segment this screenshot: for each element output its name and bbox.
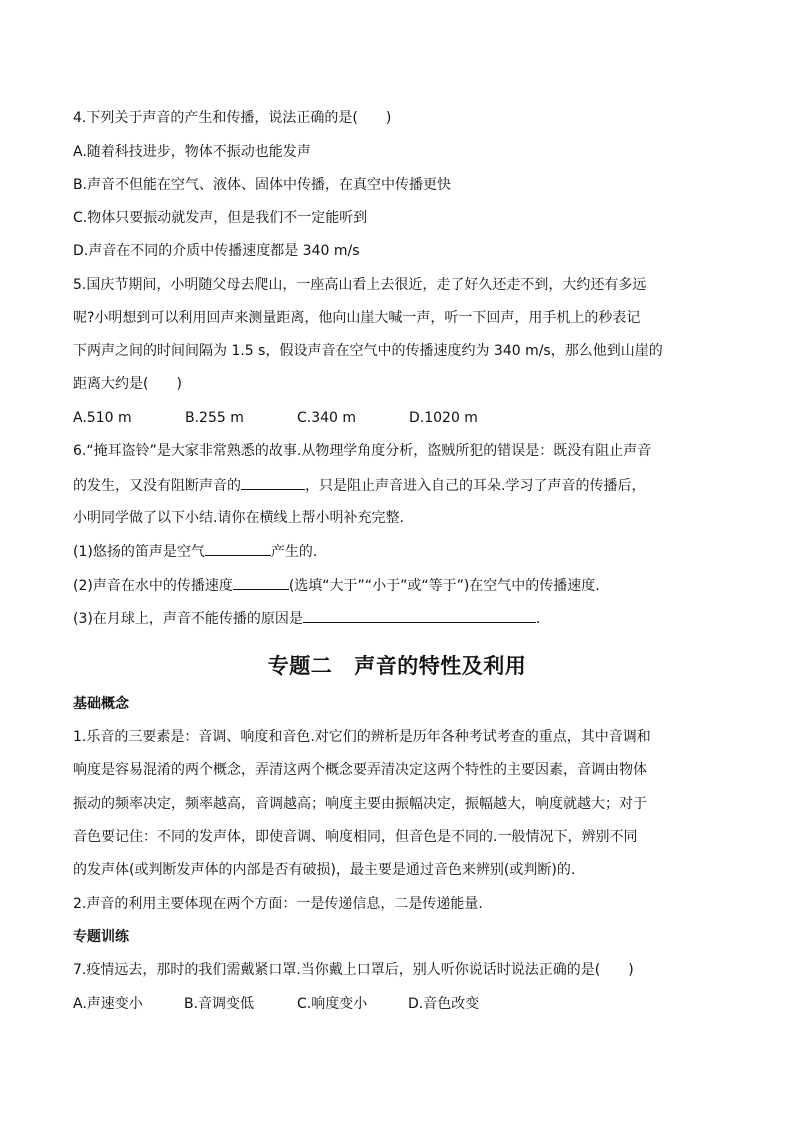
q6-line-1: 6.“掩耳盗铃”是大家非常熟悉的故事.从物理学角度分析，盗贼所犯的错误是：既没有阻止声音	[73, 443, 652, 459]
q5-line-2: 呢?小明想到可以利用回声来测量距离，他向山崖大喊一声，听一下回声，用手机上的秒表记	[73, 310, 641, 326]
basics-p1-line-4: 音色要记住：不同的发声体，即使音调、响度相同，但音色是不同的.一般情况下，辨别不同	[73, 829, 638, 845]
q6-sub-2-blank	[233, 575, 289, 590]
q7-option-c: C.响度变小	[297, 996, 368, 1012]
q5-line-3: 下两声之间的时间间隔为 1.5 s，假设声音在空气中的传播速度约为 340 m/s，那么他到山崖的	[73, 343, 663, 359]
q5-option-b: B.255 m	[185, 410, 244, 426]
q6-sub-3-post: .	[535, 611, 541, 627]
q6-sub-2	[73, 575, 600, 596]
q4-option-c: C.物体只要振动就发声，但是我们不一定能听到	[73, 210, 368, 226]
q6-sub-3	[73, 608, 540, 629]
basics-p1-line-2: 响度是容易混淆的两个概念，弄清这两个概念要弄清决定这两个特性的主要因素，音调由物体	[73, 762, 647, 778]
training-heading: 专题训练	[73, 929, 129, 945]
q4-stem: 4.下列关于声音的产生和传播，说法正确的是( )	[73, 110, 392, 126]
q5-line-1: 5.国庆节期间，小明随父母去爬山，一座高山看上去很近，走了好久还走不到，大约还有多远	[73, 277, 647, 293]
q4-option-a: A.随着科技进步，物体不振动也能发声	[73, 144, 311, 160]
basics-p1-line-3: 振动的频率决定，频率越高，音调越高；响度主要由振幅决定，振幅越大，响度就越大；对于	[73, 796, 647, 812]
q7-option-b: B.音调变低	[184, 996, 255, 1012]
q6-sub-2-post: (选填“大于”“小于”或“等于”)在空气中的传播速度.	[288, 578, 600, 594]
basics-p1-line-5: 的发声体(或判断发声体的内部是否有破损)，最主要是通过音色来辨别(或判断)的.	[73, 862, 576, 878]
q4-option-b: B.声音不但能在空气、液体、固体中传播，在真空中传播更快	[73, 177, 452, 193]
q6-line-2-post: ，只是阻止声音进入自己的耳朵.学习了声音的传播后，	[305, 478, 646, 494]
section-number: 专题二	[267, 654, 333, 678]
section-title	[0, 650, 794, 680]
q6-line-2-pre: 的发生，又没有阻断声音的	[73, 478, 241, 494]
q5-option-a: A.510 m	[73, 410, 132, 426]
q6-sub-1	[73, 541, 317, 562]
q6-sub-3-pre: (3)在月球上，声音不能传播的原因是	[73, 611, 303, 627]
q7-stem: 7.疫情远去，那时的我们需戴紧口罩.当你戴上口罩后，别人听你说话时说法正确的是( )	[73, 962, 634, 978]
q7-option-d: D.音色改变	[408, 996, 480, 1012]
q4-option-d: D.声音在不同的介质中传播速度都是 340 m/s	[73, 243, 360, 259]
q5-option-d: D.1020 m	[409, 410, 478, 426]
q6-sub-3-blank	[303, 608, 536, 623]
q6-line-2	[73, 475, 645, 496]
basics-p2: 2.声音的利用主要体现在两个方面：一是传递信息，二是传递能量.	[73, 896, 483, 912]
q6-answer-blank	[241, 475, 305, 490]
q6-sub-1-blank	[205, 541, 271, 556]
q6-line-3: 小明同学做了以下小结.请你在横线上帮小明补充完整.	[73, 510, 404, 526]
q5-line-4: 距离大约是( )	[73, 376, 182, 392]
q6-sub-2-pre: (2)声音在水中的传播速度	[73, 578, 233, 594]
section-name: 声音的特性及利用	[354, 654, 527, 678]
q6-sub-1-pre: (1)悠扬的笛声是空气	[73, 544, 205, 560]
basics-heading: 基础概念	[73, 696, 129, 712]
q7-options	[73, 994, 479, 1014]
q5-option-c: C.340 m	[297, 410, 357, 426]
q7-option-a: A.声速变小	[73, 996, 143, 1012]
q6-sub-1-post: 产生的.	[270, 544, 318, 560]
basics-p1-line-1: 1.乐音的三要素是：音调、响度和音色.对它们的辨析是历年各种考试考查的重点，其中音调和	[73, 729, 651, 745]
q5-options	[73, 408, 478, 428]
